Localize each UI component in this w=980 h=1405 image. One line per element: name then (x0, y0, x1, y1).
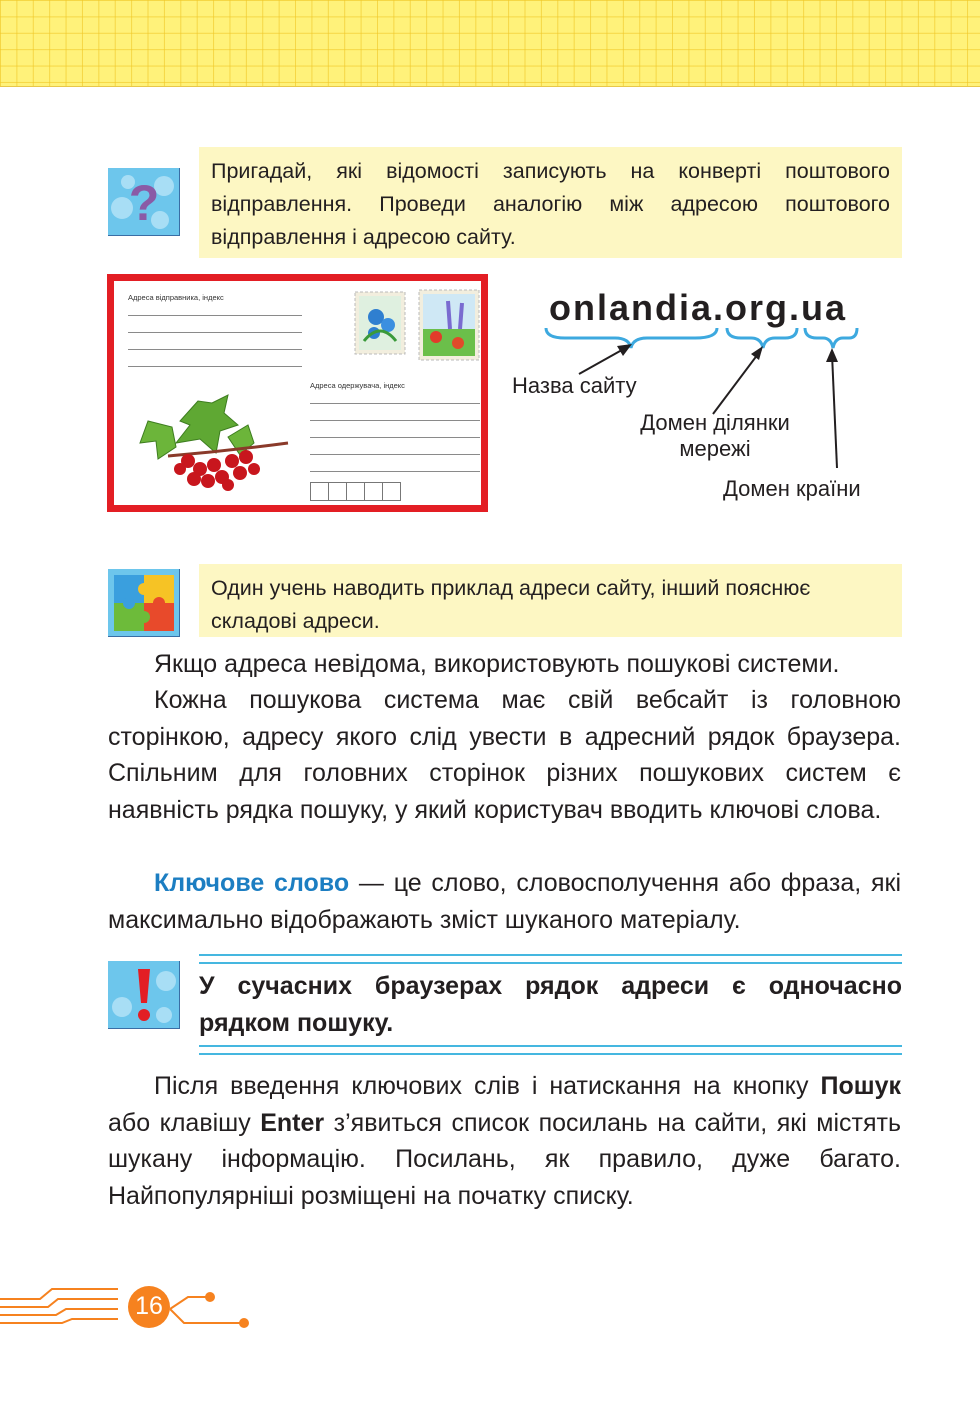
envelope-illustration (107, 274, 488, 512)
recipient-line (310, 420, 480, 421)
question-callout (199, 147, 902, 258)
recipient-line (310, 471, 480, 472)
paragraph-keyword-definition (108, 865, 901, 938)
brace-country-domain (805, 328, 857, 348)
note-browser-address-bar: У сучасних браузерах рядок адреси є одночасно рядком пошуку. (199, 972, 902, 1037)
label-country-domain: Домен країни (723, 476, 861, 501)
svg-text:?: ? (128, 175, 160, 231)
arrow-country-domain (832, 354, 837, 468)
search-results-text-3: з’явиться список посилань на сайти, які містять шукану інформацію. Посилань, як правило, дуже багато. Найпопулярніші розміщені на початку списку. (108, 1108, 901, 1210)
search-button-term: Пошук (820, 1072, 901, 1100)
sender-line (128, 332, 302, 333)
sender-line (128, 366, 302, 367)
stamp-blue-flowers (354, 291, 406, 355)
page-number: 16 (135, 1292, 163, 1320)
arrow-network-domain (713, 350, 761, 414)
stamp-meadow-flowers (418, 289, 480, 361)
question-callout-text: Пригадай, які відомості записують на конверті поштового відправлення. Проведи аналогію між адресою поштового відправлення і адресою сайту. (211, 159, 890, 249)
sender-label: Адреса відправника, індекс (128, 293, 224, 302)
recipient-line (310, 454, 480, 455)
search-results-text-2: або клавішу (108, 1108, 261, 1137)
viburnum-illustration (128, 381, 298, 501)
paragraph-search-systems: Якщо адреса невідома, використовують пошукові системи. (154, 650, 840, 678)
keyword-term: Ключове слово (154, 869, 350, 897)
brace-site-name (546, 328, 717, 348)
page-header-grid (0, 0, 980, 87)
search-results-text-1: Після введення ключових слів і натискання на кнопку (154, 1072, 821, 1100)
label-site-name: Назва сайту (512, 373, 637, 398)
puzzle-icon (108, 569, 180, 637)
keyword-definition-text: — це слово, словосполучення або фраза, які максимально відображають зміст шуканого матеріалу. (108, 869, 902, 934)
pair-work-callout-text: Один учень наводить приклад адреси сайту, інший пояснює складові адреси. (211, 576, 811, 633)
enter-key-term: Enter (260, 1108, 325, 1137)
exclamation-icon (108, 961, 180, 1029)
recipient-label: Адреса одержувача, індекс (310, 381, 405, 390)
label-network-domain (625, 410, 805, 462)
sender-line (128, 315, 302, 316)
brace-network-domain (727, 328, 797, 348)
paragraph-search-homepage: Кожна пошукова система має свій вебсайт із головною сторінкою, адресу якого слід увести в адресний рядок браузера. Спільним для головних сторінок різних пошукових систем є наявність рядка пошуку, у який користувач вводить ключові слова. (108, 686, 901, 824)
recipient-line (310, 437, 480, 438)
label-network-domain-line1: Домен ділянки (640, 410, 790, 435)
pair-work-callout (199, 564, 902, 637)
label-network-domain-line2: мережі (679, 436, 751, 461)
recipient-line (310, 403, 480, 404)
postcode-boxes (310, 482, 406, 502)
sender-line (128, 349, 302, 350)
note-bottom-rule (199, 1045, 902, 1055)
note-top-rule (199, 954, 902, 964)
paragraph-search-results (108, 1068, 901, 1214)
url-example: onlandia.org.ua (549, 287, 848, 328)
question-icon (108, 168, 180, 236)
